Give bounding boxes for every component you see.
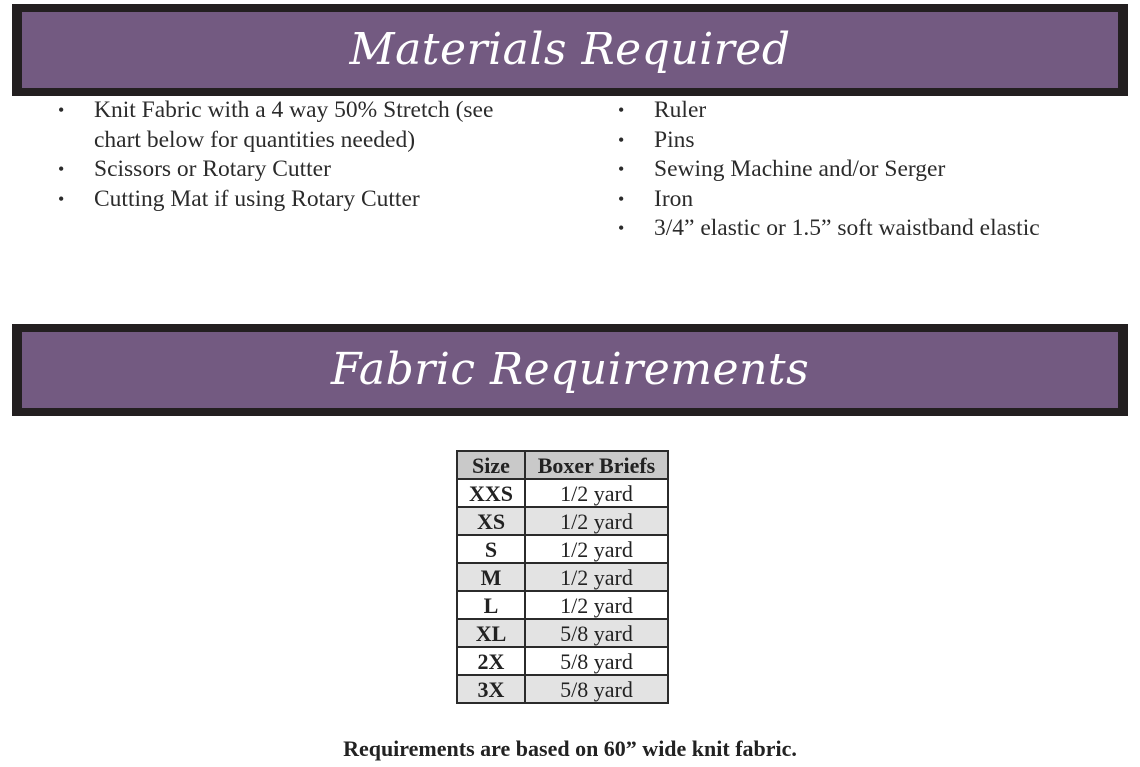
size-cell: XL: [457, 619, 525, 647]
qty-cell: 1/2 yard: [525, 591, 668, 619]
list-item: [616, 96, 1096, 126]
table-row: [457, 591, 668, 619]
qty-cell: 1/2 yard: [525, 535, 668, 563]
bullet-icon: •: [618, 159, 625, 179]
list-item-text: Pins: [654, 126, 695, 153]
list-item: [616, 155, 1096, 185]
table-row: [457, 647, 668, 675]
table-header-row: [457, 451, 668, 479]
list-item-text: Iron: [654, 185, 694, 212]
list-item: [56, 185, 536, 215]
table-row: [457, 675, 668, 703]
list-item: [616, 126, 1096, 156]
qty-cell: 1/2 yard: [525, 479, 668, 507]
bullet-icon: •: [58, 159, 65, 179]
size-cell: 2X: [457, 647, 525, 675]
header-size: Size: [457, 451, 525, 479]
fabric-title: Fabric Requirements: [330, 344, 810, 395]
list-item-text: 3/4” elastic or 1.5” soft waistband elastic: [654, 215, 1040, 241]
table-row: [457, 507, 668, 535]
list-item: [56, 96, 536, 155]
list-item-text: Sewing Machine and/or Serger: [654, 156, 946, 182]
qty-cell: 1/2 yard: [525, 507, 668, 535]
bullet-icon: •: [58, 100, 65, 120]
bullet-icon: •: [618, 100, 625, 120]
table-row: [457, 479, 668, 507]
list-item: [56, 155, 536, 185]
table-row: [457, 535, 668, 563]
size-cell: L: [457, 591, 525, 619]
qty-cell: 5/8 yard: [525, 647, 668, 675]
materials-title: Materials Required: [349, 24, 791, 75]
materials-banner: [12, 4, 1128, 96]
table-row: [457, 563, 668, 591]
list-item-text: Ruler: [654, 97, 707, 123]
list-item-text: Cutting Mat if using Rotary Cutter: [94, 185, 420, 212]
materials-list-right: [616, 96, 1096, 244]
size-cell: 3X: [457, 675, 525, 703]
fabric-banner-fill: [22, 332, 1118, 408]
list-item: [616, 185, 1096, 215]
list-item-text: Scissors or Rotary Cutter: [94, 156, 331, 182]
size-cell: XXS: [457, 479, 525, 507]
qty-cell: 1/2 yard: [525, 563, 668, 591]
bullet-icon: •: [58, 188, 65, 209]
fabric-banner: [12, 324, 1128, 416]
size-cell: M: [457, 563, 525, 591]
bullet-icon: •: [618, 129, 625, 150]
list-item: [616, 214, 1096, 244]
bullet-icon: •: [618, 188, 625, 209]
qty-cell: 5/8 yard: [525, 619, 668, 647]
materials-list-left: [56, 96, 536, 214]
size-cell: XS: [457, 507, 525, 535]
bullet-icon: •: [618, 218, 625, 238]
size-cell: S: [457, 535, 525, 563]
header-boxer-briefs: Boxer Briefs: [525, 451, 668, 479]
fabric-width-note: Requirements are based on 60” wide knit fabric.: [343, 736, 797, 761]
list-item-text: Knit Fabric with a 4 way 50% Stretch (see chart below for quantities needed): [94, 97, 494, 153]
materials-banner-fill: [22, 12, 1118, 88]
table-row: [457, 619, 668, 647]
fabric-requirements-table: [456, 450, 669, 704]
qty-cell: 5/8 yard: [525, 675, 668, 703]
